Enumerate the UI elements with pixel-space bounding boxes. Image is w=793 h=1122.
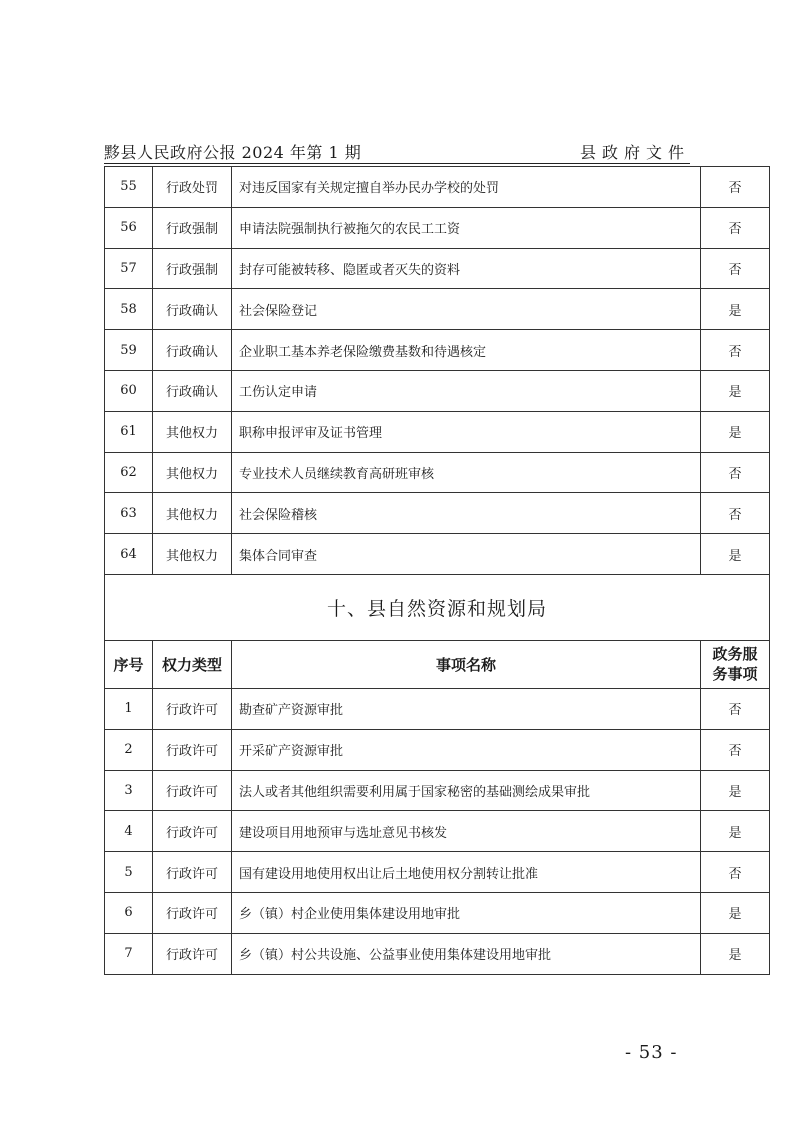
cell-name: 对违反国家有关规定擅自举办民办学校的处罚	[232, 167, 701, 208]
cell-type: 行政许可	[153, 688, 232, 729]
cell-no: 64	[105, 534, 153, 575]
cell-service: 否	[701, 248, 770, 289]
cell-name: 法人或者其他组织需要利用属于国家秘密的基础测绘成果审批	[232, 770, 701, 811]
cell-no: 63	[105, 493, 153, 534]
table-row	[105, 892, 770, 933]
cell-no: 58	[105, 289, 153, 330]
cell-service: 是	[701, 933, 770, 974]
col-header-service-line1: 政务服	[712, 645, 758, 664]
table-row	[105, 289, 770, 330]
cell-name: 职称申报评审及证书管理	[232, 411, 701, 452]
cell-no: 6	[105, 892, 153, 933]
cell-type: 行政许可	[153, 729, 232, 770]
table-row	[105, 452, 770, 493]
table-row	[105, 370, 770, 411]
table-row	[105, 852, 770, 893]
table-row	[105, 248, 770, 289]
cell-service: 是	[701, 534, 770, 575]
table-row	[105, 688, 770, 729]
document-category: 县政府文件	[579, 143, 690, 162]
cell-type: 行政许可	[153, 892, 232, 933]
cell-name: 专业技术人员继续教育高研班审核	[232, 452, 701, 493]
cell-type: 其他权力	[153, 534, 232, 575]
column-header-row	[105, 640, 770, 688]
col-header-type: 权力类型	[153, 640, 232, 688]
cell-type: 行政确认	[153, 330, 232, 371]
col-header-service	[701, 640, 770, 688]
cell-no: 4	[105, 811, 153, 852]
cell-name: 乡（镇）村公共设施、公益事业使用集体建设用地审批	[232, 933, 701, 974]
cell-type: 其他权力	[153, 411, 232, 452]
cell-name: 企业职工基本养老保险缴费基数和待遇核定	[232, 330, 701, 371]
cell-name: 乡（镇）村企业使用集体建设用地审批	[232, 892, 701, 933]
cell-name: 社会保险稽核	[232, 493, 701, 534]
page-number: - 53 -	[625, 1042, 678, 1063]
cell-service: 是	[701, 811, 770, 852]
cell-service: 否	[701, 688, 770, 729]
page-header	[104, 138, 690, 164]
section-row	[105, 574, 770, 640]
cell-type: 行政许可	[153, 770, 232, 811]
col-header-no: 序号	[105, 640, 153, 688]
cell-no: 2	[105, 729, 153, 770]
cell-type: 其他权力	[153, 452, 232, 493]
cell-service: 是	[701, 289, 770, 330]
cell-service: 是	[701, 411, 770, 452]
cell-no: 7	[105, 933, 153, 974]
cell-service: 否	[701, 330, 770, 371]
table-row	[105, 330, 770, 371]
cell-service: 是	[701, 892, 770, 933]
cell-no: 3	[105, 770, 153, 811]
cell-name: 建设项目用地预审与选址意见书核发	[232, 811, 701, 852]
cell-name: 开采矿产资源审批	[232, 729, 701, 770]
table-row	[105, 811, 770, 852]
cell-type: 行政处罚	[153, 167, 232, 208]
cell-service: 否	[701, 852, 770, 893]
col-header-name: 事项名称	[232, 640, 701, 688]
cell-no: 60	[105, 370, 153, 411]
cell-no: 59	[105, 330, 153, 371]
cell-no: 1	[105, 688, 153, 729]
cell-service: 是	[701, 770, 770, 811]
cell-service: 否	[701, 207, 770, 248]
table-row	[105, 933, 770, 974]
cell-no: 61	[105, 411, 153, 452]
cell-service: 否	[701, 493, 770, 534]
table-body-top	[105, 167, 770, 575]
cell-name: 集体合同审查	[232, 534, 701, 575]
cell-type: 行政许可	[153, 852, 232, 893]
cell-type: 行政确认	[153, 289, 232, 330]
cell-type: 行政强制	[153, 248, 232, 289]
cell-service: 是	[701, 370, 770, 411]
table-row	[105, 207, 770, 248]
section-title: 十、县自然资源和规划局	[105, 574, 770, 640]
table-row	[105, 770, 770, 811]
cell-type: 行政确认	[153, 370, 232, 411]
cell-service: 否	[701, 167, 770, 208]
cell-service: 否	[701, 729, 770, 770]
cell-name: 工伤认定申请	[232, 370, 701, 411]
table-row	[105, 729, 770, 770]
cell-type: 行政强制	[153, 207, 232, 248]
cell-no: 56	[105, 207, 153, 248]
col-header-service-line2: 务事项	[712, 665, 758, 684]
cell-name: 封存可能被转移、隐匿或者灭失的资料	[232, 248, 701, 289]
cell-type: 行政许可	[153, 933, 232, 974]
table-section	[105, 574, 770, 688]
cell-no: 57	[105, 248, 153, 289]
cell-service: 否	[701, 452, 770, 493]
cell-name: 国有建设用地使用权出让后土地使用权分割转让批准	[232, 852, 701, 893]
cell-no: 55	[105, 167, 153, 208]
cell-no: 62	[105, 452, 153, 493]
table-row	[105, 411, 770, 452]
cell-name: 申请法院强制执行被拖欠的农民工工资	[232, 207, 701, 248]
cell-type: 行政许可	[153, 811, 232, 852]
bulletin-title: 黟县人民政府公报 2024 年第 1 期	[104, 143, 362, 162]
cell-type: 其他权力	[153, 493, 232, 534]
table-row	[105, 534, 770, 575]
header-rule	[104, 163, 690, 164]
cell-name: 社会保险登记	[232, 289, 701, 330]
cell-no: 5	[105, 852, 153, 893]
table-row	[105, 167, 770, 208]
table-body-bottom	[105, 688, 770, 974]
power-list-table	[104, 166, 770, 975]
table-row	[105, 493, 770, 534]
cell-name: 勘查矿产资源审批	[232, 688, 701, 729]
